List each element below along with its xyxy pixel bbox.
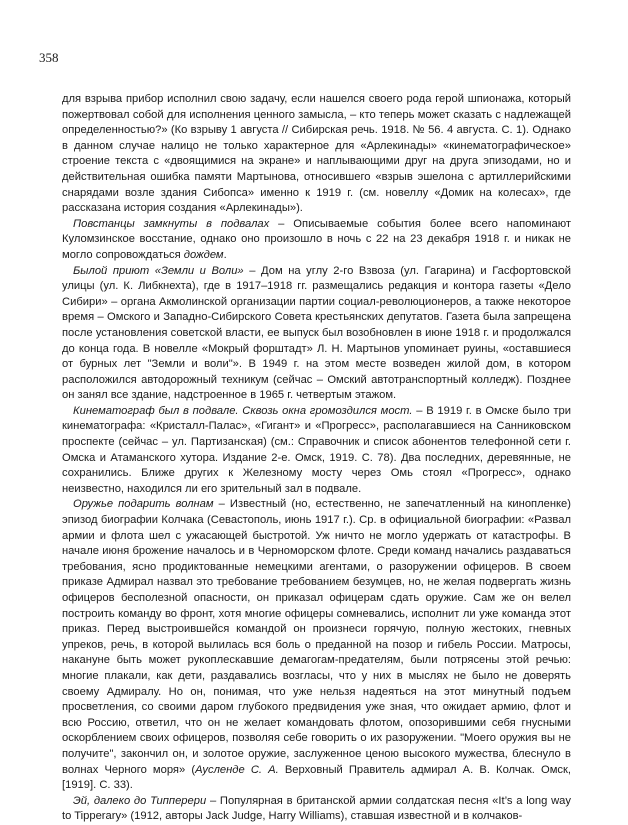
paragraph-4 [62, 404, 571, 498]
paragraph-tail-text: Верховный Правитель адмирал А. В. Колчак. Омск, [1919]. С. 33). [62, 763, 571, 792]
paragraph-3 [62, 264, 571, 404]
paragraph-text: – В 1919 г. в Омске было три кинематографа: «Кристалл-Палас», «Гигант» и «Прогресс», располагавшиеся на Санниковском проспекте (сейчас – ул. Партизанская) (см.: Справочник и список абонентов телефонной сети г. Омска и Атаманского хутора. Издание 2-е. Омск, 1919. С. 78). Два последних, деревянные, не сохранились. Ближе других к Железному мосту через Омь стоял «Прогресс», однако неизвестно, находился ли его зрительный зал в подвале. [62, 404, 571, 495]
paragraph-emphasis: Аусленде С. А. [195, 763, 279, 776]
paragraph-2 [62, 217, 571, 264]
paragraph-text: – Известный (но, естественно, не запечатленный на кинопленке) эпизод биографии Колчака (Севастополь, июнь 1917 г.). Ср. в официальной биографии: «Развал армии и флота шел с ужасающей быстротой. Уж ничто не могло удержать от катастрофы. В начале июня брожение началось и в Черноморском флоте. Среди команд начались раздаваться требования, ясно продиктованные немецкими агентами, о разоружении офицеров. В своем приказе Адмирал назвал это требование требованием безумцев, но, не желая подвергать жизнь офицеров бесполезной опасности, он приказал офицерам сдать оружие. Сам же он велел построить команду во фронт, хотя многие офицеры сомневались, исполнит ли уже команда этот приказ. Перед выстроившейся командой он произнеси горячую, полную жестоких, гневных упреков, речь, в которой вылилась вся боль о преданной на позор и гибель России. Матросы, накануне быть может рукоплескавшие демагогам-предателям, были потрясены этой речью: многие плакали, как дети, раздавались возгласы, что у них в мыслях не было не доверять своему Адмиралу. Но он, понимая, что уже нельзя надеяться на этот минутный подъем просветления, со своими даром глубокого предвидения уже зная, что ожидает армию, флот и всю Россию, ответил, что он не желает командовать флотом, опозорившими себя гнусными оскорблением своих офицеров, позволяя себе говорить о их разоружении. "Моего оружия вы не получите", закончил он, и золотое оружие, заслуженное ценою высокого мужества, блеснуло в волнах Черного моря» ( [62, 498, 571, 776]
body-text [62, 92, 571, 825]
paragraph-lead: Кинематограф был в подвале. Сквозь окна громоздился мост. [73, 404, 413, 417]
page-number: 358 [39, 50, 59, 65]
paragraph-1 [62, 92, 571, 217]
paragraph-text: для взрыва прибор исполнил свою задачу, если нашелся своего рода герой шпионажа, который пожертвовал собой для исполнения ценного замысла, – кто теперь может сказать с надлежащей определенностью?» (Ко взрыву 1 августа // Сибирская речь. 1918. № 56. 4 августа. С. 1). Однако в данном случае налицо не только характерное для «Арлекинады» «кинематографическое» строение текста с «двоящимися на экране» и наплывающими друг на друга эпизодами, но и действительная ошибка памяти Мартынова, относившего «взрыв эшелона с артиллерийскими снарядами возле здания Сибопса» именно к 1919 г. (см. новеллу «Домик на колесах», где рассказана история создания «Арлекинады»). [62, 93, 571, 215]
paragraph-lead: Повстанцы замкнуты в подвалах [73, 217, 270, 230]
paragraph-text: – Популярная в британской армии солдатская песня «It’s a long way to Tipperary» (1912, авторы Jack Judge, Harry Williams), ставшая известной и в колчаков- [62, 794, 571, 823]
paragraph-6 [62, 794, 571, 825]
paragraph-text: – Описываемые события более всего напоминают Куломзинское восстание, однако оно произошло в ночь с 22 на 23 декабря 1918 г. и никак не могло сопровождаться [62, 217, 572, 261]
paragraph-emphasis: дождем [183, 248, 224, 261]
paragraph-tail-text: . [223, 248, 227, 261]
paragraph-lead: Оружье подарить волнам [73, 498, 214, 511]
paragraph-text: – Дом на углу 2-го Взвоза (ул. Гагарина) и Гасфортовской улицы (ул. К. Либкнехта), где в 1917–1918 гг. размещались редакция и контора газеты «Дело Сибири» – органа Акмолинской организации партии социал-революционеров, а также некоторое время – Омского и Западно-Сибирского Совета крестьянских депутатов. Газета была запрещена после установления советской власти, ее выпуск был возобновлен в июне 1918 г. и продолжался до конца года. В новелле «Мокрый форштадт» Л. Н. Мартынов упоминает руины, «оставшиеся от бурных лет "Земли и воли"». В 1949 г. на этом месте возведен жилой дом, в котором расположился автодорожный техникум (сейчас – Омский автотранспортный колледж). Позднее он занял все здание, надстроенное в 1965 г. четвертым этажом. [62, 264, 572, 402]
paragraph-5 [62, 497, 571, 793]
paragraph-lead: Эй, далеко до Типперери [73, 794, 207, 807]
paragraph-lead: Былой приют «Земли и Воли» [73, 264, 244, 277]
